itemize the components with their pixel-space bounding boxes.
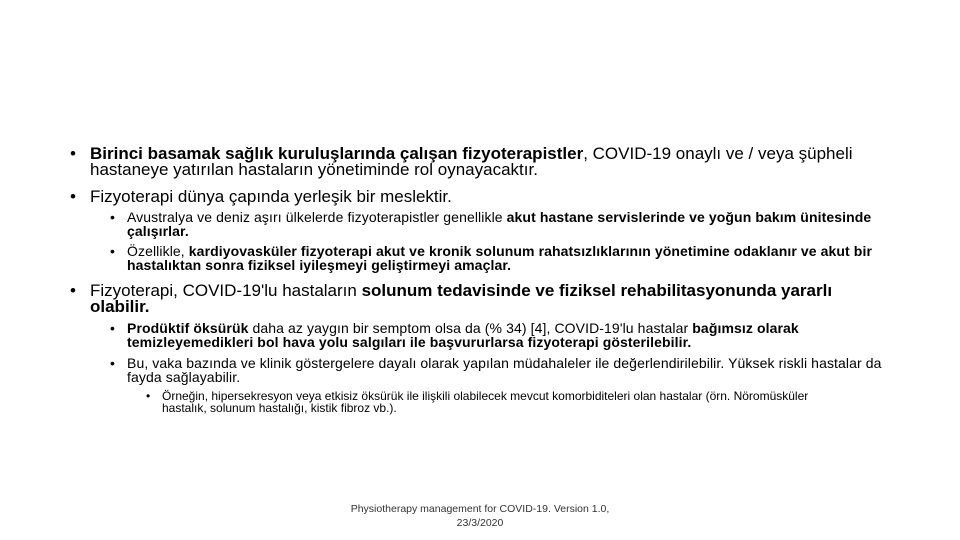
plain-text: , COVID-19 onaylı ve / veya şüpheli hastaneye yatırılan hastaların yönetiminde rol oynayacaktır. [90, 144, 853, 179]
bullet-marker: • [70, 144, 76, 163]
subbullet-productive-cough [110, 322, 890, 349]
slide-footer [330, 502, 630, 530]
bullet-primary-care-physiotherapists [70, 146, 890, 178]
bold-text: bağımsız olarak temizleyemedikleri bol hava yolu salgıları ile başvururlarsa fizyoterapi gösterilebilir. [127, 320, 799, 350]
bullet-text [127, 245, 890, 272]
footer-line: Physiotherapy management for COVID-19. Version 1.0, [350, 503, 610, 515]
bold-text: solunum tedavisinde ve fiziksel rehabilitasyonunda yararlı olabilir. [90, 281, 833, 316]
bullet-text: Örneğin, hipersekresyon veya etkisiz öksürük ile ilişkili olabilecek mevcut komorbiditeleri olan hastalar (örn. Nöromüsküler hastalık, solunum hastalığı, kistik fibroz vb.). [162, 389, 809, 415]
subbullet-hospital-wards [110, 211, 890, 238]
plain-text: Avustralya ve deniz aşırı ülkelerde fizyoterapistler genellikle [127, 209, 507, 225]
subsubbullet-comorbidities-example [146, 390, 836, 414]
plain-text: daha az yaygın bir semptom olsa da (% 34) [4], COVID-19'lu hastalar [248, 320, 693, 336]
plain-text: Özellikle, [127, 243, 189, 259]
bullet-marker: • [110, 243, 116, 259]
subbullet-case-basis [110, 357, 890, 384]
bullet-text [90, 146, 890, 178]
bullet-text: Fizyoterapi dünya çapında yerleşik bir meslektir. [90, 187, 452, 206]
subbullet-cardiovascular-physio [110, 245, 890, 272]
bold-text: Prodüktif öksürük [127, 320, 249, 336]
bullet-marker: • [146, 389, 151, 403]
bullet-text [127, 322, 890, 349]
bullet-text [90, 283, 890, 315]
bullet-marker: • [110, 209, 116, 225]
bullet-marker: • [70, 187, 76, 206]
bullet-text: Bu, vaka bazında ve klinik göstergelere dayalı olarak yapılan müdahaleler ile değerlendirilebilir. Yüksek riskli hastalar da fayda sağlayabilir. [127, 355, 882, 385]
bold-text: kardiyovasküler fizyoterapi akut ve kronik solunum rahatsızlıklarının yönetimine odaklanır ve akut bir hastalıktan sonra fiziksel iyileşmeyi geliştirmeyi amaçlar. [127, 243, 872, 273]
bold-text: akut hastane servislerinde ve yoğun bakım ünitesinde çalışırlar. [127, 209, 872, 239]
footer-date: 23/3/2020 [456, 517, 504, 529]
plain-text: Fizyoterapi, COVID-19'lu hastaların [90, 281, 362, 300]
bullet-text [127, 211, 890, 238]
bullet-marker: • [110, 320, 116, 336]
bold-text: Birinci basamak sağlık kuruluşlarında çalışan fizyoterapistler [90, 144, 584, 163]
bullet-respiratory-treatment [70, 283, 890, 315]
bullet-marker: • [70, 281, 76, 300]
bullet-marker: • [110, 355, 116, 371]
bullet-established-profession [70, 189, 890, 205]
